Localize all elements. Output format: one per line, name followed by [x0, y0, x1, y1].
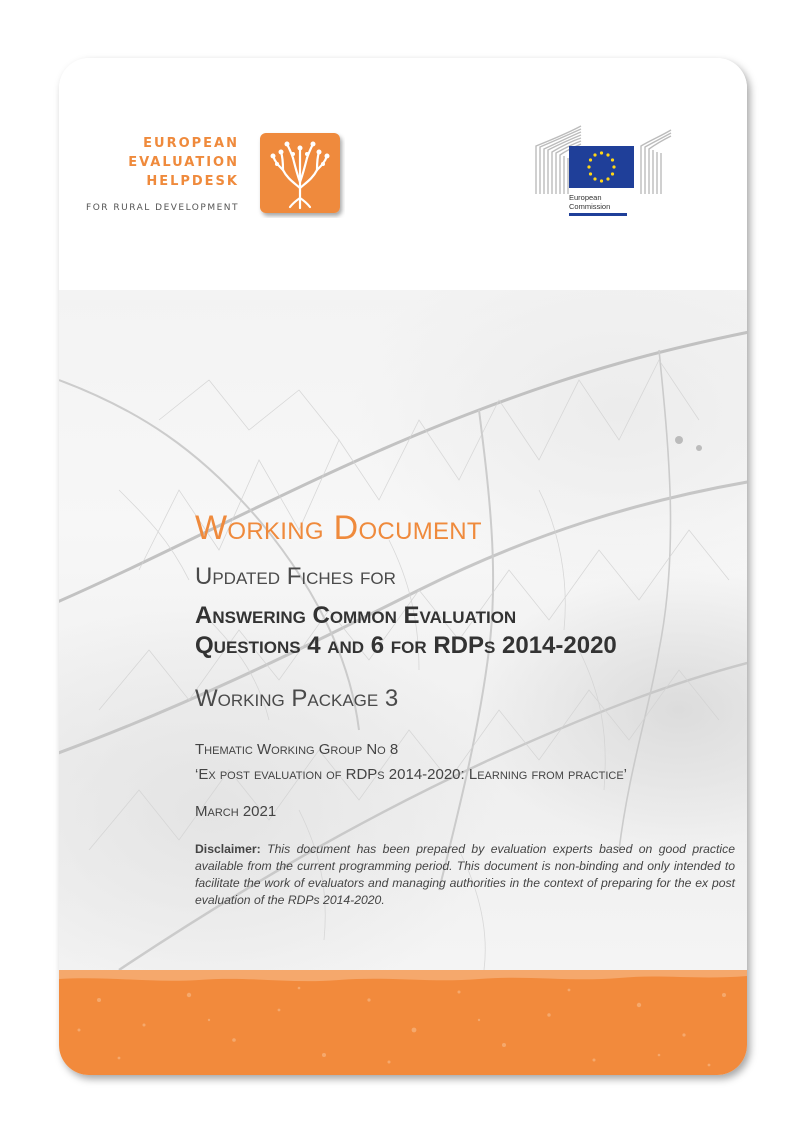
ec-logo-line-2: Commission: [569, 202, 611, 211]
eeh-logo-text: [128, 134, 239, 191]
document-subtitle-line-1: Updated Fiches for: [195, 563, 396, 590]
european-commission-logo-icon: [531, 116, 681, 220]
document-subtitle-line-2: Answering Common Evaluation: [195, 602, 517, 629]
document-title: Working Document: [195, 509, 482, 547]
eeh-logo-line-2: EVALUATION: [128, 155, 239, 170]
ec-logo-line-1: European: [569, 193, 602, 202]
disclaimer: [195, 841, 735, 909]
leaf-background-image: [59, 290, 747, 970]
thematic-group-quote: ‘Ex post evaluation of RDPs 2014-2020: Learning from practice’: [195, 766, 627, 783]
title-block: [195, 508, 740, 909]
footer-band: [59, 970, 747, 1075]
footer-texture-icon: [59, 970, 747, 1075]
work-package: Working Package 3: [195, 685, 399, 712]
disclaimer-label: Disclaimer:: [195, 842, 261, 856]
disclaimer-text: This document has been prepared by evaluation experts based on good practice available from the current programming period. This document is non-binding and only intended to facilitate the work of evaluators and managing authorities in the context of preparing for the ex post evaluation of the RDPs 2014-2020.: [195, 842, 735, 907]
eeh-logo-line-1: EUROPEAN: [143, 136, 239, 151]
cover-card: [59, 58, 747, 1075]
eeh-logo-line-3: HELPDESK: [146, 174, 239, 189]
eeh-logo-subtitle: FOR RURAL DEVELOPMENT: [86, 203, 239, 213]
document-subtitle-line-3: Questions 4 and 6 for RDPs 2014-2020: [195, 632, 617, 659]
thematic-group: Thematic Working Group No 8: [195, 741, 399, 758]
document-date: March 2021: [195, 803, 277, 820]
cover-header: [59, 58, 747, 290]
tree-logo-icon: [257, 130, 345, 218]
